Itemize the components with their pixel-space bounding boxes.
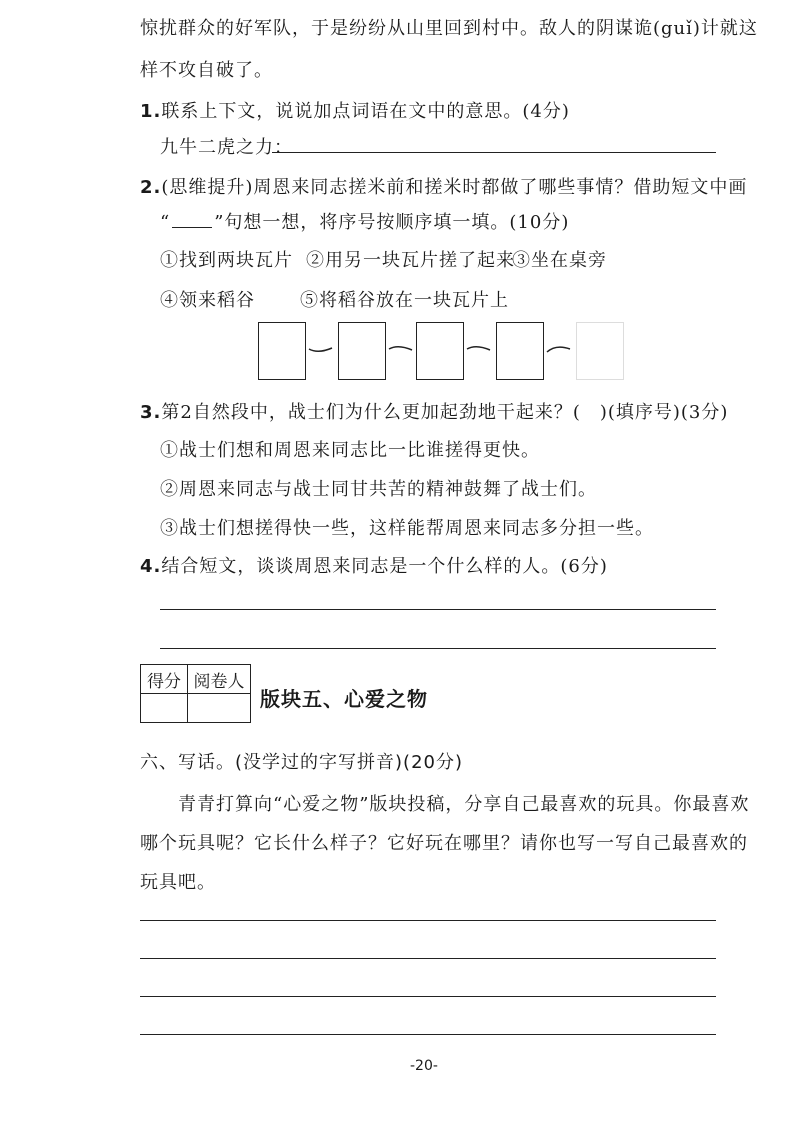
question-3-text: 第2自然段中，战士们为什么更加起劲地干起来？( )(填序号)(3分) — [161, 402, 729, 423]
question-6-line-3: 玩具吧。 — [140, 872, 216, 893]
sequence-box-3[interactable] — [416, 322, 464, 380]
question-3-option-2: ②周恩来同志与战士同甘共苦的精神鼓舞了战士们。 — [160, 479, 597, 500]
question-2 — [140, 173, 747, 199]
question-4 — [140, 552, 608, 578]
question-1-text: 联系上下文，说说加点词语在文中的意思。(4分) — [161, 101, 570, 122]
question-3-number: 3. — [140, 402, 162, 423]
question-2-option-4: ④领来稻谷 — [160, 290, 255, 311]
question-6-heading: 六、写话。(没学过的字写拼音)(20分) — [140, 752, 463, 773]
score-table — [140, 664, 251, 723]
question-4-answer-line-2[interactable] — [160, 648, 716, 649]
question-2-quote-open: “ — [160, 212, 171, 233]
question-1-number: 1. — [140, 101, 162, 122]
grader-label: 阅卷人 — [188, 665, 251, 694]
question-4-answer-line-1[interactable] — [160, 609, 716, 610]
arrow-2-icon — [388, 342, 414, 356]
writing-line-2[interactable] — [140, 958, 716, 959]
sequence-box-1[interactable] — [258, 322, 306, 380]
passage-line-1: 惊扰群众的好军队，于是纷纷从山里回到村中。敌人的阴谋诡(guǐ)计就这 — [140, 18, 758, 39]
arrow-3-icon — [466, 342, 492, 356]
arrow-1-icon — [308, 342, 334, 356]
page-number: -20- — [410, 1058, 438, 1074]
sequence-box-2[interactable] — [338, 322, 386, 380]
question-6-line-1: 青青打算向“心爱之物”版块投稿，分享自己最喜欢的玩具。你最喜欢 — [178, 794, 750, 815]
question-2-number: 2. — [140, 177, 162, 198]
sequence-box-4[interactable] — [496, 322, 544, 380]
question-2-option-2: ②用另一块瓦片搓了起来 — [306, 250, 515, 271]
section-title: 版块五、心爱之物 — [260, 687, 428, 711]
score-cell[interactable] — [141, 694, 188, 723]
question-2-quote-rest: ”句想一想，将序号按顺序填一填。(10分) — [214, 212, 570, 233]
writing-line-1[interactable] — [140, 920, 716, 921]
question-1-prompt: 九牛二虎之力： — [160, 137, 293, 158]
question-3-option-3: ③战士们想搓得快一些，这样能帮周恩来同志多分担一些。 — [160, 518, 654, 539]
question-2-text: (思维提升)周恩来同志搓米前和搓米时都做了哪些事情？借助短文中画 — [161, 177, 748, 198]
arrow-4-icon — [546, 342, 572, 356]
question-2-text-line-2 — [160, 208, 569, 234]
question-2-option-3: ③坐在桌旁 — [512, 250, 607, 271]
question-2-quote-blank — [172, 213, 212, 228]
question-3-option-1: ①战士们想和周恩来同志比一比谁搓得更快。 — [160, 440, 540, 461]
question-2-option-1: ①找到两块瓦片 — [160, 250, 293, 271]
writing-line-4[interactable] — [140, 1034, 716, 1035]
question-6-line-2: 哪个玩具呢？它长什么样子？它好玩在哪里？请你也写一写自己最喜欢的 — [140, 833, 748, 854]
question-4-text: 结合短文，谈谈周恩来同志是一个什么样的人。(6分) — [161, 556, 608, 577]
question-3 — [140, 398, 728, 424]
grader-cell[interactable] — [188, 694, 251, 723]
question-4-number: 4. — [140, 556, 162, 577]
score-label: 得分 — [141, 665, 188, 694]
writing-line-3[interactable] — [140, 996, 716, 997]
passage-line-2: 样不攻自破了。 — [140, 60, 273, 81]
question-2-option-5: ⑤将稻谷放在一块瓦片上 — [300, 290, 509, 311]
sequence-box-5[interactable] — [576, 322, 624, 380]
question-1 — [140, 97, 570, 123]
question-1-answer-line[interactable] — [272, 152, 716, 153]
